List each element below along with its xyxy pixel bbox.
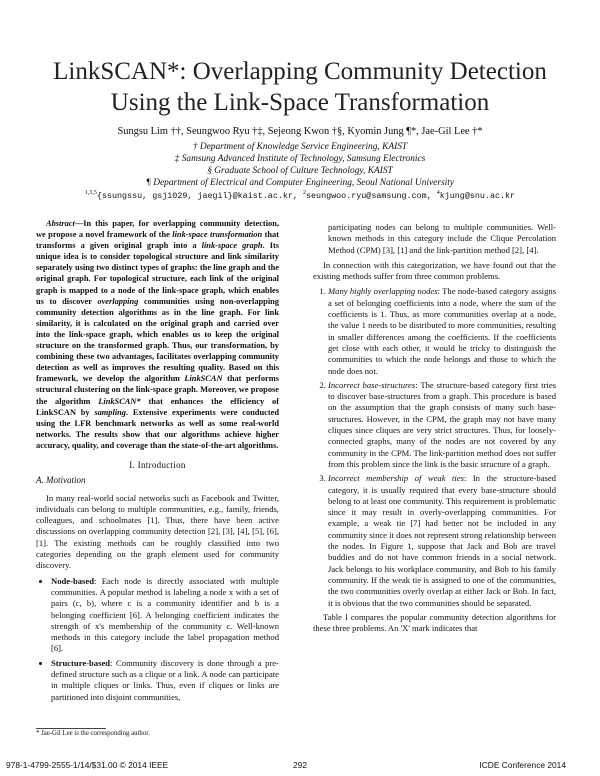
list-item: [51, 658, 279, 703]
list-item: [328, 473, 556, 609]
bullet-label: Node-based: [51, 575, 94, 586]
bullet-text: : Each node is directly associated with multiple communities. A popular method is labeling a node x with a set of pairs (c, b), where c is a community identifier and b is a belonging coefficient [6]. A belonging coefficient indicates the strength of x's membership of the community c. Well-known methods in this category include the label propagation method [6].: [51, 575, 279, 654]
abstract-text: —In this paper, for overlapping community detection, we propose a novel framework of the: [36, 219, 279, 240]
footer-page-number: 292: [293, 760, 307, 770]
problem-label: Incorrect base-structures: [328, 379, 416, 390]
title-line-2: Using the Link-Space Transformation: [110, 89, 490, 116]
section-heading-introduction: I. Introduction: [129, 459, 186, 470]
footnote-divider: [36, 728, 106, 729]
affiliation-kse: † Department of Knowledge Service Engineering, KAIST: [192, 142, 408, 152]
affiliation-samsung: ‡ Samsung Advanced Institute of Technology, Samsung Electronics: [174, 154, 426, 164]
email-snu: kjung@snu.ac.kr: [439, 190, 516, 201]
abstract-text: . Extensive experiments were conducted using the LFR benchmark networks as well as some real-world networks. The results show that our algorithms achieve higher accuracy, quality, and coverage than the state-of-the-art algorithms.: [36, 407, 279, 450]
abstract-text: that transforms a given original graph into a: [36, 230, 280, 251]
abstract-text: communities using non-overlapping community detection algorithms as in the line graph. For link similarity, it is calculated on the original graph and carried over into the link-space graph, which enables us to keep the original structure on the transformed graph. Thus, our transformation, by combining these two advantages, facilitates overlapping community detection as well as improves the resulting quality. Based on this framework, we develop the algorithm: [36, 296, 279, 384]
email-samsung: seungwoo.ryu@samsung.com,: [306, 190, 432, 201]
abstract-emphasis: LinkSCAN*: [98, 396, 141, 406]
affiliation-snu: ¶ Department of Electrical and Computer Engineering, Seoul National University: [146, 178, 454, 188]
affiliation-gsct: § Graduate School of Culture Technology, KAIST: [207, 166, 393, 176]
email-jung-sup: 4: [436, 190, 440, 196]
list-item: [328, 286, 556, 376]
abstract-text: that enhances the efficiency of LinkSCAN by: [36, 396, 279, 417]
email-ryu-sup: 2: [303, 190, 306, 196]
abstract-emphasis: link-space transformation: [172, 230, 263, 240]
abstract-emphasis: link-space graph: [201, 241, 263, 251]
problem-text: : The structure-based category first tries to discover base-structures from a graph. This procedure is based on the assumption that the graph consists of many such base-structures. However, in the CPM, the graph may not have many cliques since cliques are very strict structures. Thus, for loosely-connected graphs, many of the nodes are not covered by any community in the CPM. The link-partition method does not suffer from this problem since the link is the basic structure of a graph.: [328, 379, 556, 469]
list-item: [51, 576, 279, 655]
problem-text: : In the structure-based category, it is usually required that every base-structure should belong to at least one community. This requirement is problematic since it may result in overly-overlapping communities. For example, a weak tie [7] had better not be included in any community since it does not represent strong relationship between the nodes. In Figure 1, suppose that Jack and Bob are travel buddies and do not have common friends in a social network. Jack belongs to his workplace community, and Bob to his family community. If the weak tie is assigned to one of the communities, the two communities overly overlap at either Jack or Bob. In fact, it is obvious that the two communities should be separated.: [328, 473, 556, 608]
abstract-text: that performs structural clustering on the link-space graph. Moreover, we propose the algorithm: [36, 374, 279, 406]
abstract-emphasis: sampling: [94, 407, 126, 417]
author-emails: [30, 188, 570, 202]
problem-list: [313, 286, 556, 608]
email-kaist: {ssungssu, gsj1029, jaegil}@kaist.ac.kr,: [96, 190, 298, 201]
paper-title: [30, 56, 570, 118]
intro-paragraph: Table I compares the popular community detection algorithms for these three problems. An 'X' mark indicates that: [313, 611, 556, 634]
subsection-heading-motivation: A. Motivation: [36, 475, 86, 486]
abstract-emphasis: overlapping: [97, 296, 139, 306]
problem-text: : The node-based category assigns a set of belonging coefficients into a node, where the sum of the coefficients is 1. Thus, as more communities overlap at a node, the value 1 needs to be distributed to more communities, resulting in smaller differences among the coefficients. If the coefficients get close with each other, it would be tricky to distinguish the communities to which the node belongs and those to which the node does not.: [328, 286, 557, 376]
abstract-emphasis: LinkSCAN: [184, 374, 223, 384]
email-prefix-sup: 1,3,5: [84, 190, 97, 196]
intro-paragraph: In many real-world social networks such as Facebook and Twitter, individuals can belong to multiple communities, e.g., family, friends, colleagues, and schoolmates [1]. Thus, there have been active discussions on overlapping community detection [2], [3], [4], [5], [6], [1]. The existing methods can be roughly classified into two categories depending on the graph element used for community discovery.: [36, 492, 279, 571]
category-list: [36, 576, 279, 703]
intro-continuation: participating nodes can belong to multiple communities. Well-known methods in this category include the Clique Percolation Method (CPM) [3], [1] and the link-partition method [2], [4].: [328, 222, 556, 255]
problem-label: Incorrect membership of weak ties: [328, 473, 464, 484]
intro-paragraph: In connection with this categorization, we have found out that the existing methods suffer from three common problems.: [313, 259, 556, 282]
problem-label: Many highly overlapping nodes: [328, 286, 438, 297]
author-list: Sungsu Lim ††, Seungwoo Ryu †‡, Sejeong Kwon †§, Kyomin Jung ¶*, Jae-Gil Lee †*: [117, 126, 483, 137]
affiliations: [30, 141, 570, 189]
bullet-label: Structure-based: [51, 657, 111, 668]
right-column: [313, 222, 556, 638]
abstract-label: Abstract: [46, 219, 75, 228]
abstract-text: . Its unique idea is to consider topological structure and link similarity separately using two distinct types of graphs: the line graph and the original graph. For topological structure, each link of the original graph is mapped to a node of the link-space graph, which enables us to discover: [36, 241, 280, 306]
list-item: [328, 380, 556, 470]
abstract: [36, 218, 279, 451]
title-line-1: LinkSCAN*: Overlapping Community Detection: [53, 58, 547, 85]
footnote: * Jae-Gil Lee is the corresponding author.: [36, 730, 150, 737]
footer-isbn: 978-1-4799-2555-1/14/$31.00 © 2014 IEEE: [6, 760, 169, 770]
left-column: [36, 218, 279, 706]
footer-conference: ICDE Conference 2014: [479, 760, 566, 770]
bullet-text: : Community discovery is done through a pre-defined structure such as a clique or a link. A node can participate in multiple cliques or links. Thus, even if cliques or links are partitioned into disjoint communities,: [51, 657, 279, 702]
